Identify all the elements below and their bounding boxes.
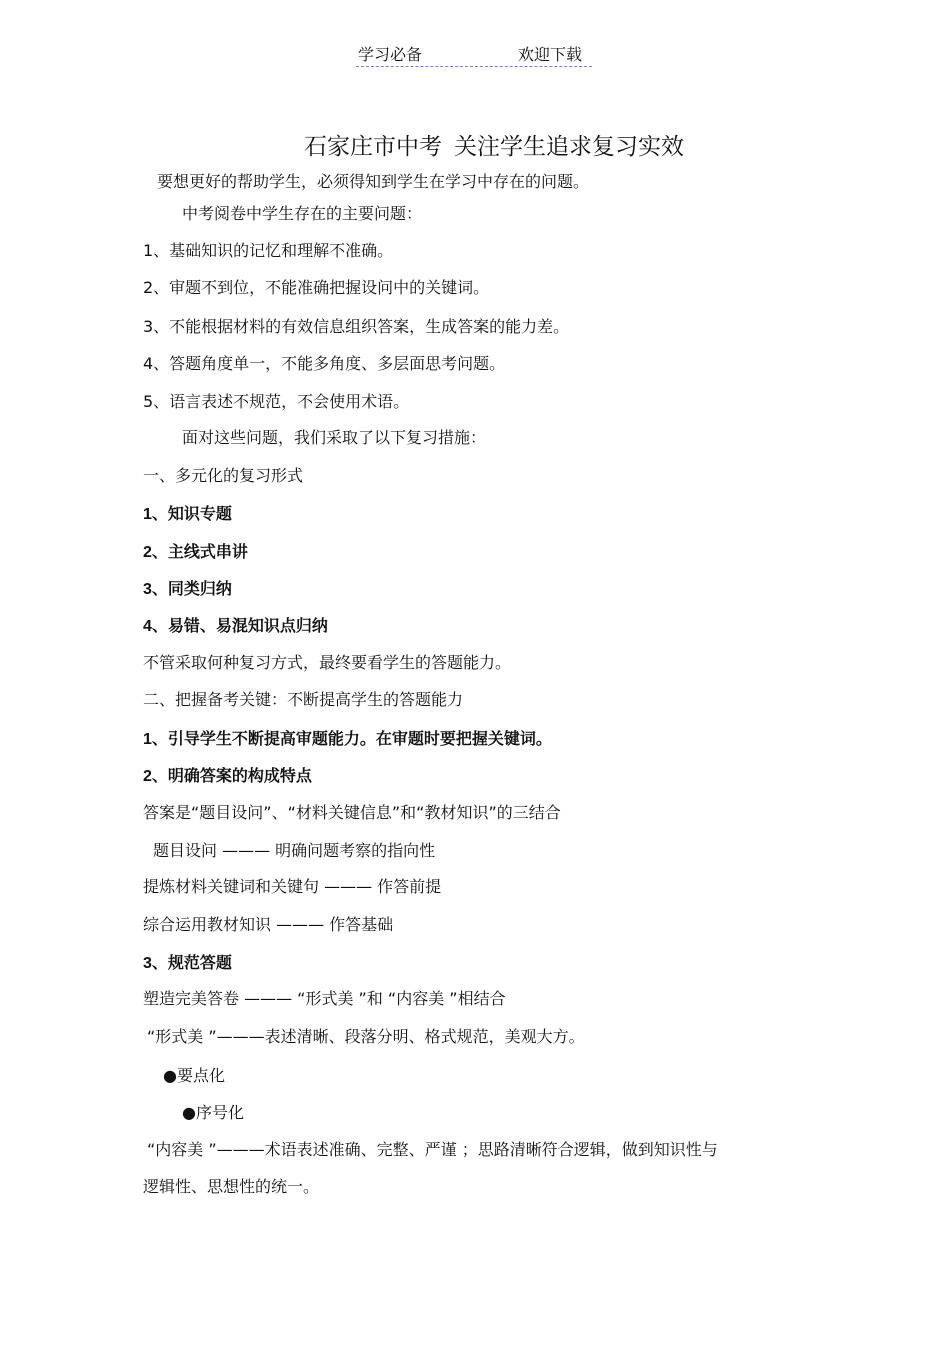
problem-item: 1、基础知识的记忆和理解不准确。 (143, 241, 394, 260)
list-item: 3、同类归纳 (143, 581, 232, 598)
body-paragraph: 答案是“题目设问”、“材料关键信息”和“教材知识”的三结合 (143, 803, 561, 822)
content-beauty-line-continued: 逻辑性、思想性的统一。 (143, 1177, 320, 1196)
title-part-2: 关注学生追求复习实效 (454, 134, 684, 160)
list-item: 2、主线式串讲 (143, 544, 248, 561)
title-part-1: 石家庄市中考 (304, 134, 442, 160)
list-item: 1、知识专题 (143, 506, 232, 523)
list-item: 4、易错、易混知识点归纳 (143, 618, 328, 635)
answer-component: 题目设问 ——— 明确问题考察的指向性 (153, 841, 436, 860)
header-left-text: 学习必备 (358, 45, 423, 64)
document-title (304, 128, 684, 161)
measures-heading: 面对这些问题，我们采取了以下复习措施： (182, 428, 487, 447)
problem-item: 2、审题不到位，不能准确把握设问中的关键词。 (143, 278, 490, 297)
section-heading-2: 二、把握备考关键：不断提高学生的答题能力 (143, 690, 464, 709)
page-header (356, 40, 592, 67)
problem-item: 3、不能根据材料的有效信息组织答案，生成答案的能力差。 (143, 317, 570, 336)
list-item: 2、明确答案的构成特点 (143, 768, 312, 785)
list-item: 3、规范答题 (143, 955, 232, 972)
content-beauty-line: “内容美 ”———术语表述准确、完整、严谨 ；思路清晰符合逻辑，做到知识性与 (147, 1140, 718, 1159)
intro-paragraph: 要想更好的帮助学生，必须得知到学生在学习中存在的问题。 (157, 172, 590, 191)
list-item: 1、引导学生不断提高审题能力。在审题时要把握关键词。 (143, 731, 552, 748)
form-beauty-line: “形式美 ”———表述清晰、段落分明、格式规范，美观大方。 (147, 1027, 585, 1046)
problem-item: 5、语言表述不规范，不会使用术语。 (143, 392, 410, 411)
body-paragraph: 塑造完美答卷 ——— “形式美 ”和 “内容美 ”相结合 (143, 989, 506, 1008)
answer-component: 提炼材料关键词和关键句 ——— 作答前提 (143, 877, 442, 896)
bullet-item: ●序号化 (182, 1103, 244, 1122)
answer-component: 综合运用教材知识 ——— 作答基础 (143, 915, 394, 934)
section-heading-1: 一、多元化的复习形式 (143, 466, 304, 485)
body-paragraph: 不管采取何种复习方式，最终要看学生的答题能力。 (143, 653, 512, 672)
bullet-item: ●要点化 (163, 1066, 225, 1085)
problems-heading: 中考阅卷中学生存在的主要问题： (182, 204, 423, 223)
problem-item: 4、答题角度单一，不能多角度、多层面思考问题。 (143, 354, 506, 373)
header-right-text: 欢迎下载 (518, 45, 583, 64)
